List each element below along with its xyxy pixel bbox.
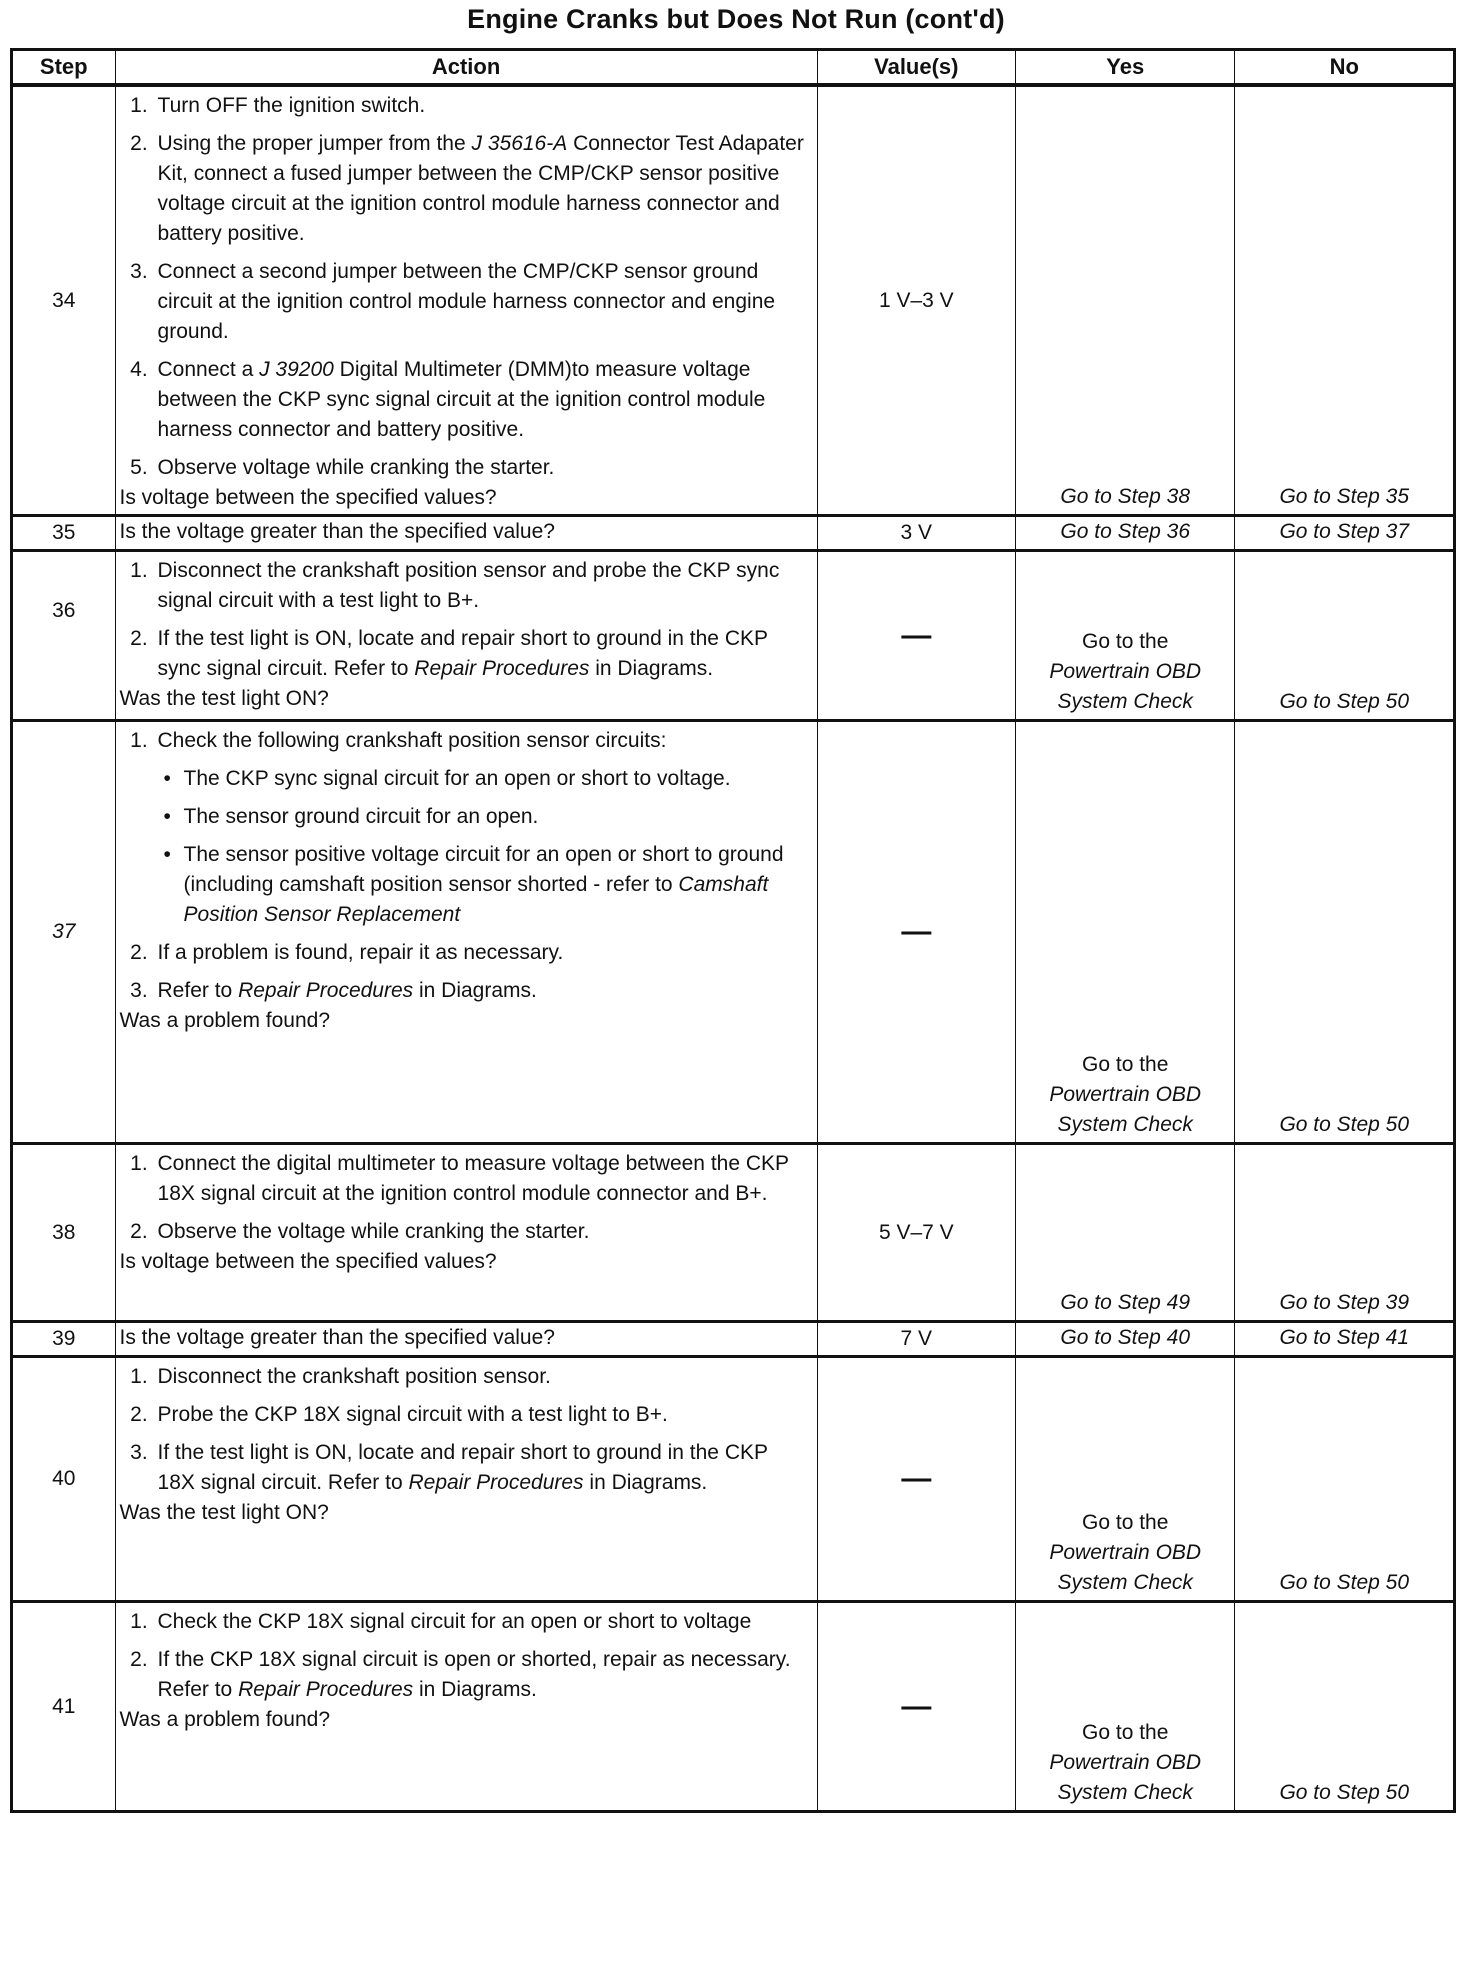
table-header-row [12,50,1455,86]
action-question: Was a problem found? [119,1009,331,1032]
action-item: 1. Disconnect the crankshaft position sensor. [154,1362,811,1392]
reference-link: Repair Procedures [238,979,414,1002]
step-number: 35 [12,516,116,551]
action-cell [115,1602,817,1812]
step-number: 39 [12,1322,116,1357]
step-number: 37 [12,721,116,1144]
table-row-step-35 [12,516,1455,551]
reference-link: Camshaft Position Sensor Replacement [183,873,769,926]
bullet-item: • The CKP sync signal circuit for an open or short to voltage. [184,764,811,794]
reference-link: Repair Procedures [238,1678,414,1701]
yes-cell: Go to Step 38 [1015,85,1235,516]
no-cell: Go to Step 50 [1235,1357,1455,1602]
action-item: 4. Connect a J 39200 Digital Multimeter (DMM)to measure voltage between the CKP sync signal circuit at the ignition control module harness connector and battery positive. [154,355,811,445]
action-cell [115,551,817,721]
action-question: Was the test light ON? [119,687,329,710]
header-no: No [1235,50,1455,86]
yes-cell: Go to the Powertrain OBD System Check [1015,1357,1235,1602]
action-item: 2. Using the proper jumper from the J 35616-A Connector Test Adapater Kit, connect a fused jumper between the CMP/CKP sensor positive voltage circuit at the ignition control module harness connector and battery positive. [154,129,811,249]
action-item: 3. If the test light is ON, locate and repair short to ground in the CKP 18X signal circuit. Refer to Repair Procedures in Diagrams. [154,1438,811,1498]
table-row-step-38 [12,1144,1455,1322]
bullet-item: • The sensor positive voltage circuit for an open or short to ground (including camshaft position sensor shorted - refer to Camshaft Position Sensor Replacement [184,840,811,930]
value-cell: — [817,1602,1015,1812]
header-value: Value(s) [817,50,1015,86]
action-question: Is the voltage greater than the specified value? [115,516,817,551]
action-item: 3. Refer to Repair Procedures in Diagrams. [154,976,811,1006]
action-item: 3. Connect a second jumper between the CMP/CKP sensor ground circuit at the ignition control module harness connector and engine ground. [154,257,811,347]
yes-cell: Go to Step 36 [1015,516,1235,551]
no-cell: Go to Step 50 [1235,1602,1455,1812]
value-cell: — [817,551,1015,721]
header-action: Action [115,50,817,86]
action-item: 2. If the test light is ON, locate and repair short to ground in the CKP sync signal circuit. Refer to Repair Procedures in Diagrams. [154,624,811,684]
action-question: Was the test light ON? [119,1501,329,1524]
value-cell: 3 V [817,516,1015,551]
bullet-item: • The sensor ground circuit for an open. [184,802,811,832]
action-item: 5. Observe voltage while cranking the starter. [154,453,811,483]
action-cell [115,1357,817,1602]
action-item: 1. Check the CKP 18X signal circuit for an open or short to voltage [154,1607,811,1637]
table-row-step-37 [12,721,1455,1144]
action-item: 1. Turn OFF the ignition switch. [154,91,811,121]
step-number: 41 [12,1602,116,1812]
action-cell [115,1144,817,1322]
action-item: 2. Probe the CKP 18X signal circuit with a test light to B+. [154,1400,811,1430]
action-item: 2. If the CKP 18X signal circuit is open or shorted, repair as necessary. Refer to Repair Procedures in Diagrams. [154,1645,811,1705]
yes-cell: Go to the Powertrain OBD System Check [1015,1602,1235,1812]
action-steps [120,91,811,483]
action-cell [115,721,817,1144]
yes-cell: Go to Step 49 [1015,1144,1235,1322]
action-item: 2. Observe the voltage while cranking the starter. [154,1217,811,1247]
yes-cell: Go to Step 40 [1015,1322,1235,1357]
header-yes: Yes [1015,50,1235,86]
page-title: Engine Cranks but Does Not Run (cont'd) [467,4,1005,34]
tool-reference: J 35616-A [471,132,568,155]
step-number: 34 [12,85,116,516]
action-question: Is voltage between the specified values? [119,1250,497,1273]
step-number: 40 [12,1357,116,1602]
value-cell: 5 V–7 V [817,1144,1015,1322]
action-question: Is the voltage greater than the specified value? [115,1322,817,1357]
yes-cell: Go to the Powertrain OBD System Check [1015,551,1235,721]
table-row-step-34 [12,85,1455,516]
no-cell: Go to Step 37 [1235,516,1455,551]
action-question: Is voltage between the specified values? [119,486,497,509]
bullet-list [158,764,811,930]
no-cell: Go to Step 50 [1235,721,1455,1144]
no-cell: Go to Step 35 [1235,85,1455,516]
action-steps [120,556,811,684]
value-cell: 7 V [817,1322,1015,1357]
action-question: Was a problem found? [119,1708,331,1731]
yes-cell: Go to the Powertrain OBD System Check [1015,721,1235,1144]
step-number: 36 [12,551,116,721]
action-cell [115,85,817,516]
action-steps [120,1149,811,1247]
diagnostic-table [10,48,1456,1813]
action-steps [120,726,811,1006]
action-item: 1. Disconnect the crankshaft position sensor and probe the CKP sync signal circuit with a test light to B+. [154,556,811,616]
table-row-step-41 [12,1602,1455,1812]
action-item: 1. Check the following crankshaft position sensor circuits: • The CKP sync signal circuit for an open or short to voltage. • The sensor ground circuit for an open. • The sensor positive voltage circuit for an open or short to ground (including camshaft position sensor shorted - refer to Camshaft Position Sensor Replacement [154,726,811,930]
step-number: 38 [12,1144,116,1322]
no-cell: Go to Step 39 [1235,1144,1455,1322]
reference-link: Repair Procedures [414,657,590,680]
value-cell: — [817,1357,1015,1602]
action-steps [120,1607,811,1705]
no-cell: Go to Step 41 [1235,1322,1455,1357]
table-row-step-36 [12,551,1455,721]
tool-reference: J 39200 [259,358,334,381]
value-cell: 1 V–3 V [817,85,1015,516]
table-row-step-40 [12,1357,1455,1602]
value-cell: — [817,721,1015,1144]
action-item: 2. If a problem is found, repair it as necessary. [154,938,811,968]
action-item: 1. Connect the digital multimeter to measure voltage between the CKP 18X signal circuit at the ignition control module connector and B+. [154,1149,811,1209]
no-cell: Go to Step 50 [1235,551,1455,721]
table-row-step-39 [12,1322,1455,1357]
action-steps [120,1362,811,1498]
header-step: Step [12,50,116,86]
reference-link: Repair Procedures [408,1471,584,1494]
